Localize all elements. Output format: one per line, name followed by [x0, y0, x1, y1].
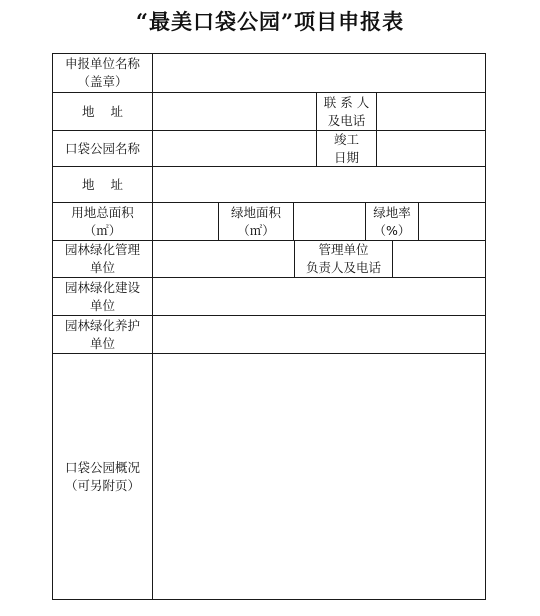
label-unit-name: 申报单位名称 （盖章）	[64, 56, 140, 89]
label-build-unit: 园林绿化建设 单位	[64, 279, 140, 313]
field-maint-unit[interactable]	[153, 316, 485, 353]
table-border-bottom	[52, 599, 486, 600]
label-total-area: 用地总面积 （㎡）	[71, 204, 134, 238]
field-park-name[interactable]	[153, 131, 316, 166]
field-green-area[interactable]	[294, 203, 365, 240]
label-green-rate: 绿地率 （%）	[373, 204, 411, 238]
label-completion-date: 竣工 日期	[333, 131, 359, 165]
label-address-2: 地 址	[82, 176, 123, 192]
field-address-2[interactable]	[153, 167, 485, 202]
label-overview: 口袋公园概况 （可另附页）	[64, 459, 140, 493]
field-completion-date[interactable]	[377, 131, 485, 166]
label-maint-unit: 园林绿化养护 单位	[64, 317, 140, 351]
field-overview[interactable]	[153, 354, 485, 599]
label-mgmt-unit: 园林绿化管理 单位	[64, 242, 140, 275]
form-title: “最美口袋公园”项目申报表	[135, 9, 405, 34]
field-mgmt-unit[interactable]	[153, 241, 294, 277]
field-green-rate[interactable]	[419, 203, 485, 240]
field-address-1[interactable]	[153, 93, 316, 130]
label-address-1: 地 址	[82, 103, 123, 119]
field-unit-name[interactable]	[153, 54, 485, 92]
field-total-area[interactable]	[153, 203, 218, 240]
field-build-unit[interactable]	[153, 278, 485, 315]
label-park-name: 口袋公园名称	[64, 140, 140, 156]
field-contact[interactable]	[377, 93, 485, 130]
label-green-area: 绿地面积 （㎡）	[230, 204, 281, 238]
table-border-right	[485, 53, 486, 600]
field-mgmt-contact[interactable]	[393, 241, 485, 277]
label-mgmt-contact: 管理单位 负责人及电话	[305, 242, 381, 275]
label-contact: 联 系 人 及电话	[323, 94, 370, 128]
